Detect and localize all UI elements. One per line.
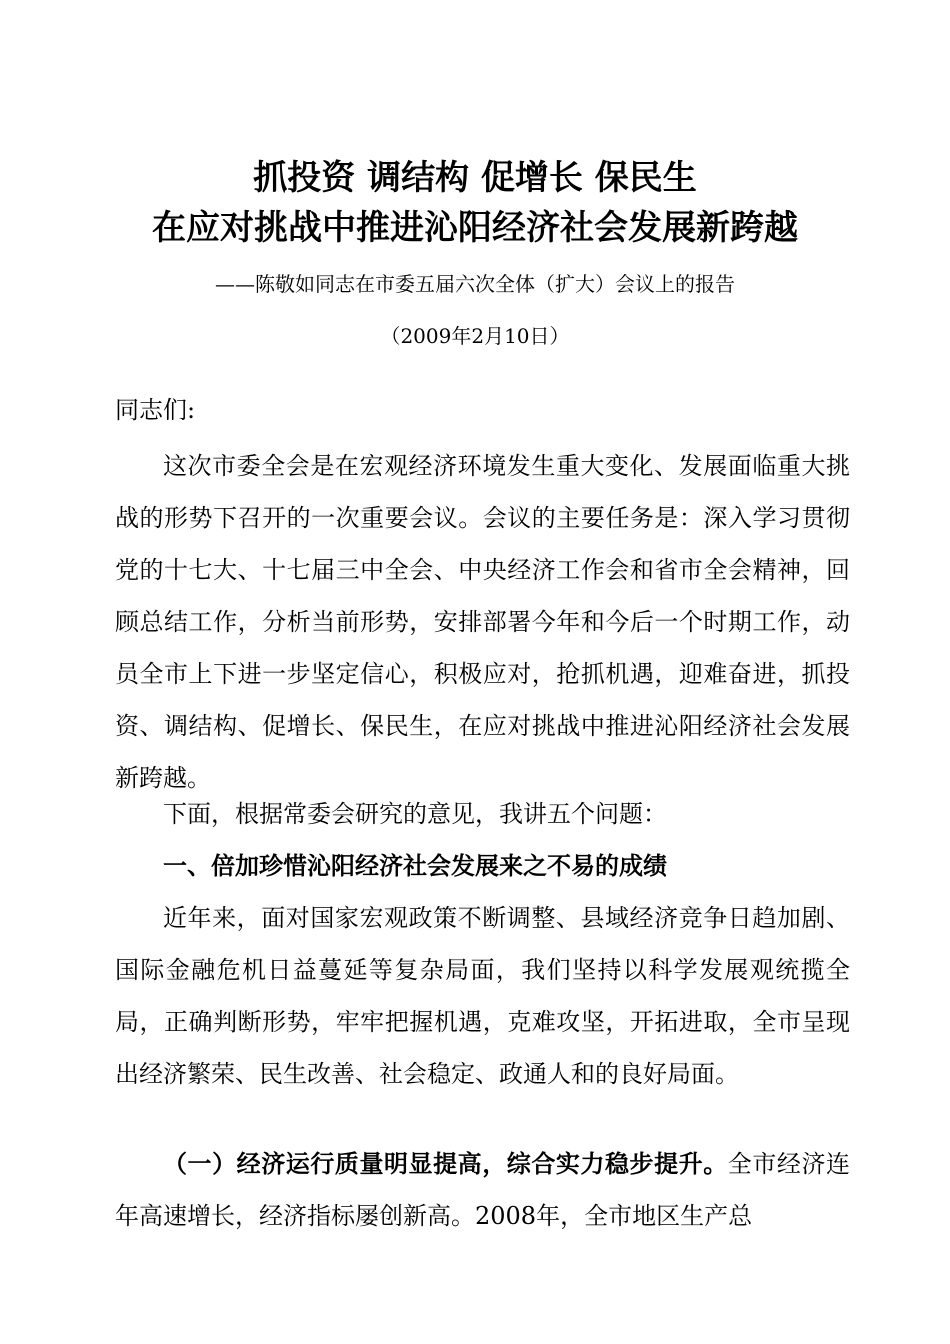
document-subtitle: ——陈敬如同志在市委五届六次全体（扩大）会议上的报告 — [215, 272, 735, 296]
paragraph-3: 近年来，面对国家宏观政策不断调整、县域经济竞争日趋加剧、国际金融危机日益蔓延等复杂局面，我们坚持以科学发展观统揽全局，正确判断形势，牢牢把握机遇，克难攻坚，开拓进取，全市呈现出经济繁荣、民生改善、社会稳定、政通人和的良好局面。 — [115, 904, 850, 1088]
paragraph-4-text: 全市经济连年高速增长，经济指标屡创新高。2008年，全市地区生产总 — [115, 1150, 851, 1230]
document-title-line-1: 抓投资 调结构 促增长 保民生 — [253, 158, 697, 198]
paragraph-4-lead: （一）经济运行质量明显提高，综合实力稳步提升。 — [163, 1150, 728, 1178]
greeting: 同志们: — [115, 396, 196, 424]
section-1-heading: 一、倍加珍惜沁阳经济社会发展来之不易的成绩 — [163, 852, 667, 880]
document-date: （2009年2月10日） — [380, 324, 570, 348]
document-title-line-2: 在应对挑战中推进沁阳经济社会发展新跨越 — [152, 208, 798, 248]
paragraph-2: 下面，根据常委会研究的意见，我讲五个问题： — [163, 800, 667, 828]
paragraph-4 — [115, 1138, 850, 1242]
paragraph-1: 这次市委全会是在宏观经济环境发生重大变化、发展面临重大挑战的形势下召开的一次重要会议。会议的主要任务是：深入学习贯彻党的十七大、十七届三中全会、中央经济工作会和省市全会精神，回顾总结工作，分析当前形势，安排部署今年和今后一个时期工作，动员全市上下进一步坚定信心，积极应对，抢抓机遇，迎难奋进，抓投资、调结构、促增长、保民生，在应对挑战中推进沁阳经济社会发展新跨越。 — [115, 452, 850, 792]
